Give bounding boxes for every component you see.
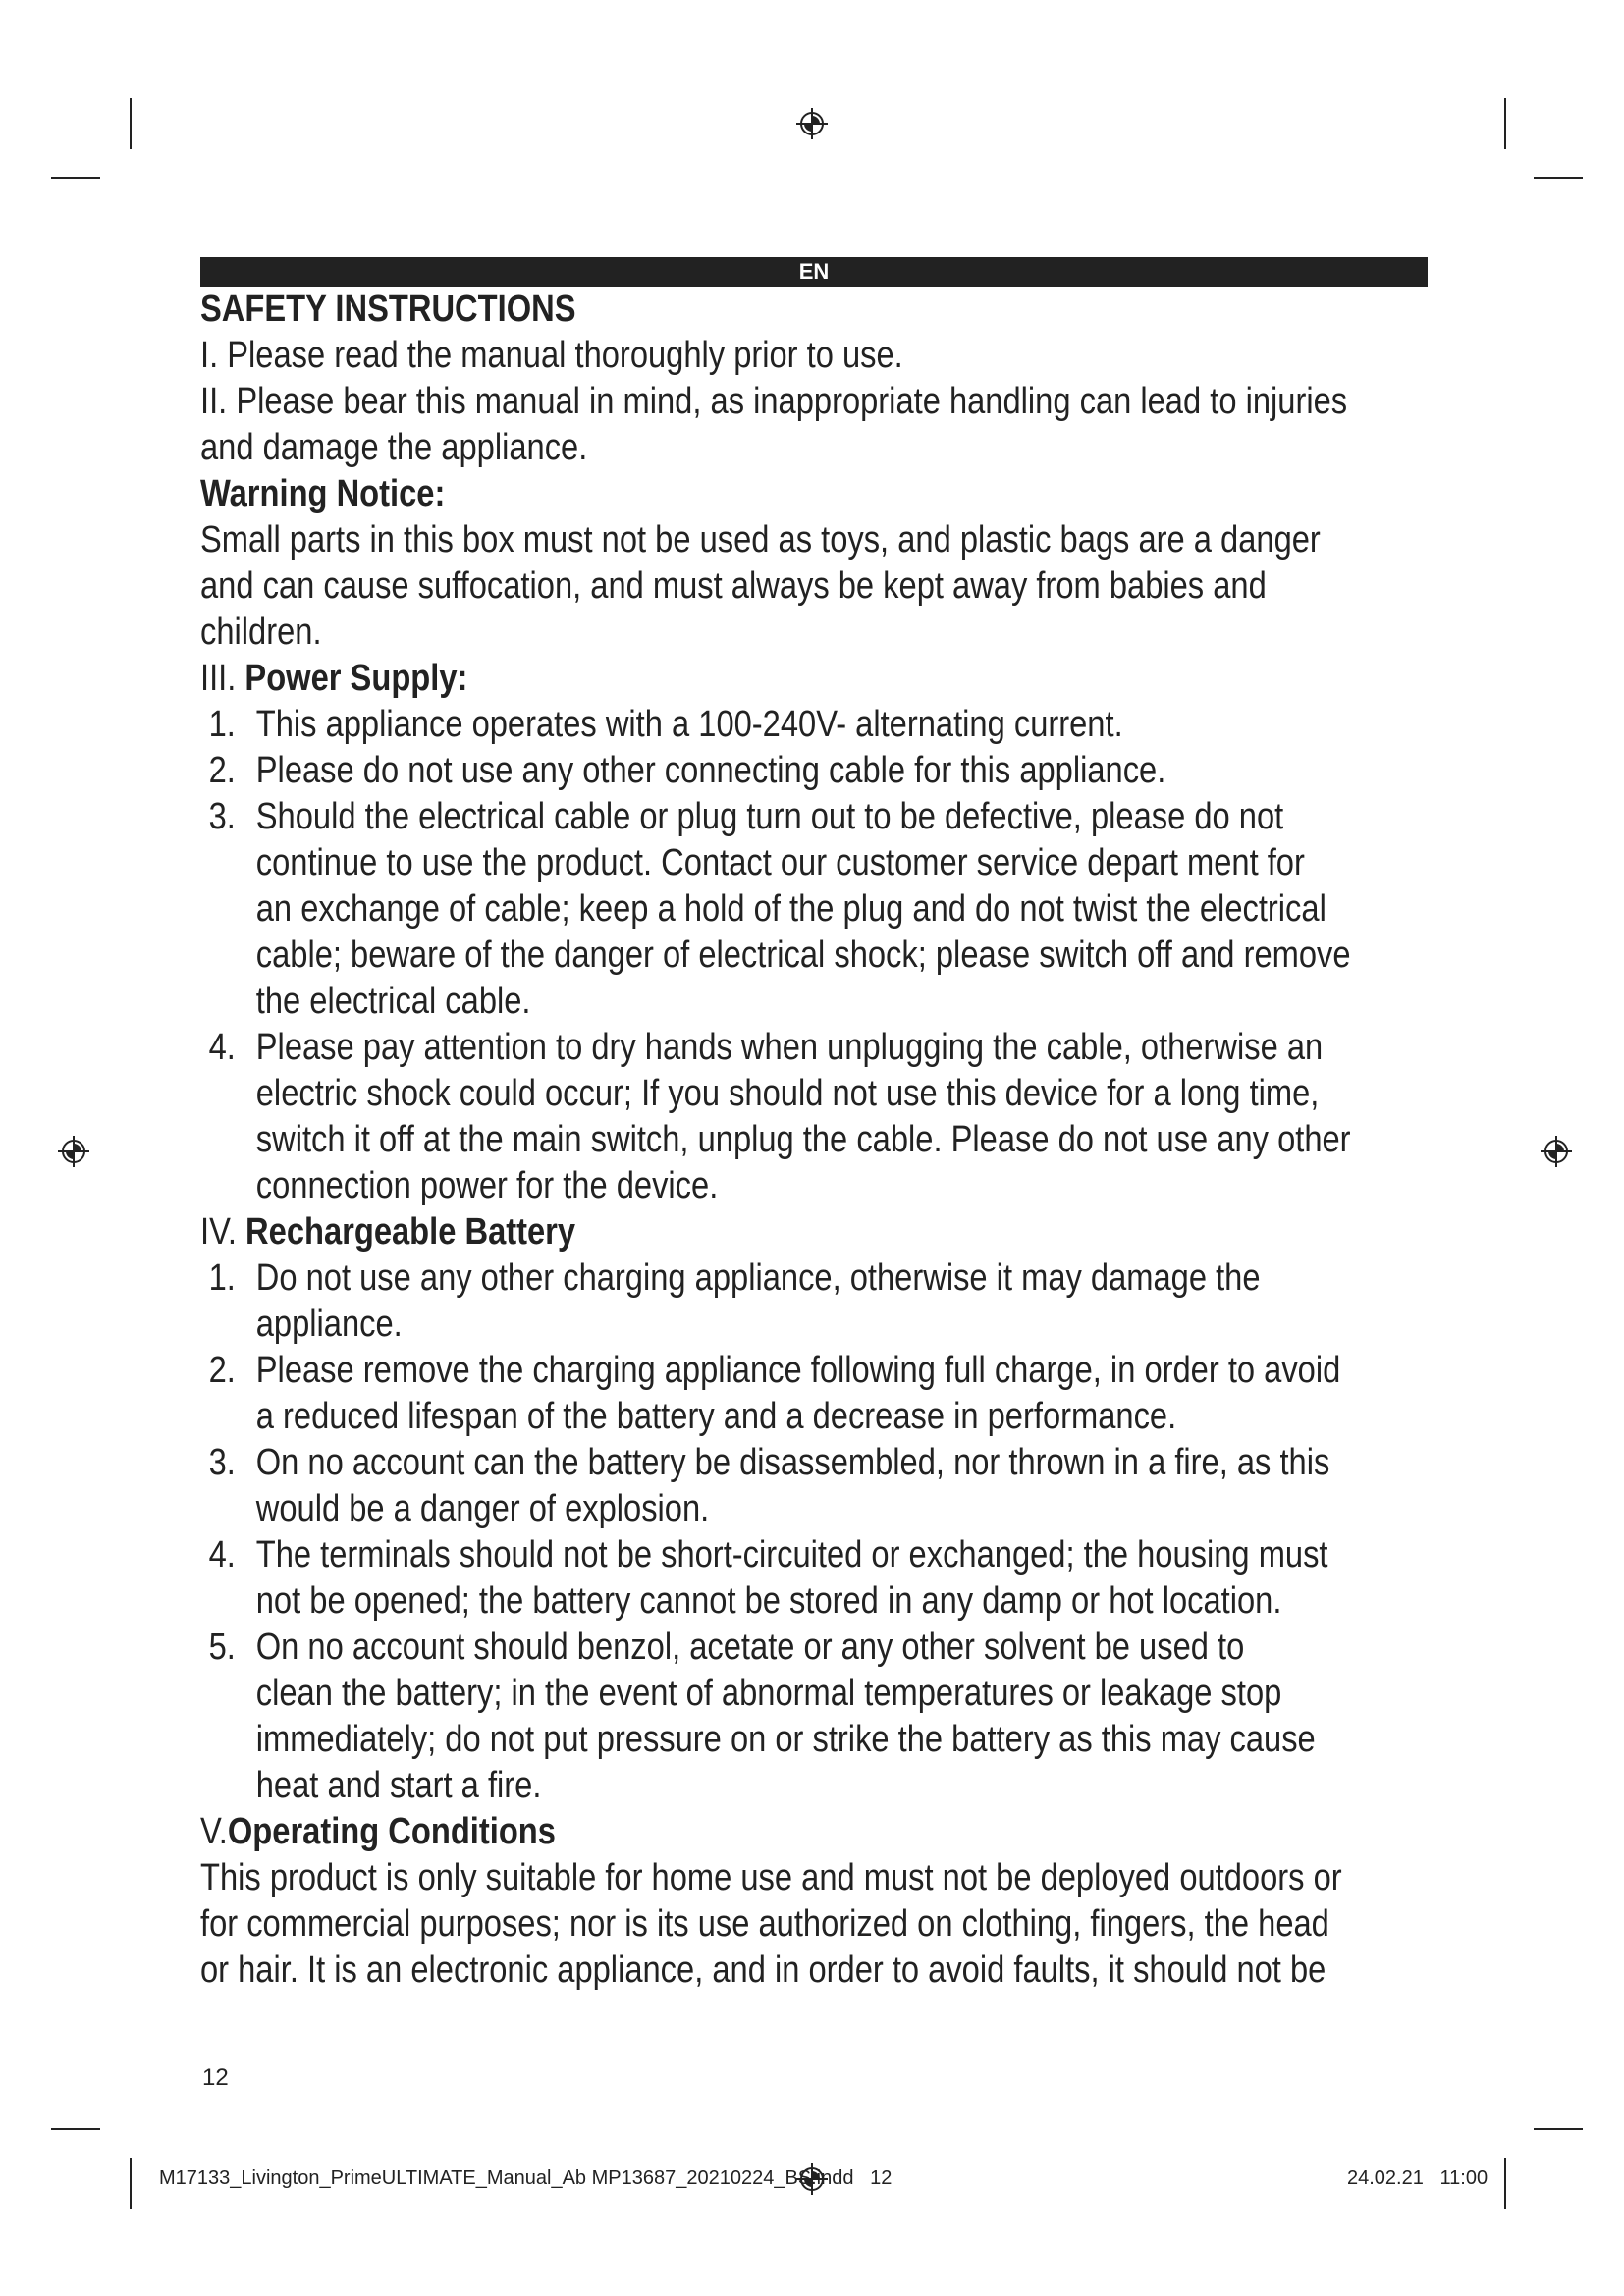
section-title: Rechargeable Battery (245, 1211, 576, 1253)
list-item-continuation: clean the battery; in the event of abnormal temperatures or leakage stop (255, 1673, 1282, 1714)
list-item: 3. Should the electrical cable or plug turn out to be defective, please do not (200, 794, 1256, 840)
section-roman: III. (200, 658, 237, 699)
registration-mark-icon (794, 106, 830, 141)
list-item: 4. Please pay attention to dry hands when unplugging the cable, otherwise an (200, 1025, 1256, 1071)
list-item: 5. On no account should benzol, acetate or any other solvent be used to (200, 1625, 1256, 1671)
list-item-continuation: a reduced lifespan of the battery and a decrease in performance. (255, 1396, 1177, 1437)
list-item-continuation: appliance. (255, 1304, 403, 1345)
list-item-continuation: continue to use the product. Contact our customer service depart ment for (255, 842, 1305, 883)
list-item: 2. Please do not use any other connecting cable for this appliance. (200, 748, 1256, 794)
section-roman: IV. (200, 1211, 237, 1253)
list-number: 5. (208, 1627, 236, 1668)
page-title: SAFETY INSTRUCTIONS (200, 289, 576, 330)
operating-line: This product is only suitable for home use and must not be deployed outdoors or (200, 1857, 1342, 1898)
warning-line: Small parts in this box must not be used as toys, and plastic bags are a danger (200, 519, 1321, 561)
list-item-continuation: switch it off at the main switch, unplug the cable. Please do not use any other (255, 1119, 1351, 1160)
registration-mark-icon (1539, 1134, 1574, 1169)
list-item: 1. Do not use any other charging appliance, otherwise it may damage the (200, 1255, 1256, 1302)
warning-heading: Warning Notice: (200, 473, 446, 514)
list-item-continuation: not be opened; the battery cannot be stored in any damp or hot location. (255, 1580, 1282, 1622)
section-roman: V. (200, 1811, 228, 1852)
language-label: EN (798, 259, 830, 284)
list-number: 2. (208, 750, 236, 791)
section-title: Power Supply: (244, 658, 468, 699)
crop-mark (1504, 98, 1506, 149)
language-header-bar (200, 257, 1428, 287)
intro-line: II. Please bear this manual in mind, as inappropriate handling can lead to injuries (200, 381, 1348, 422)
list-item: 3. On no account can the battery be disassembled, nor thrown in a fire, as this (200, 1440, 1256, 1486)
list-item-continuation: immediately; do not put pressure on or strike the battery as this may cause (255, 1719, 1316, 1760)
list-item-continuation: would be a danger of explosion. (255, 1488, 710, 1529)
operating-line: for commercial purposes; nor is its use authorized on clothing, fingers, the head (200, 1903, 1329, 1945)
operating-line: or hair. It is an electronic appliance, and in order to avoid faults, it should not be (200, 1949, 1326, 1991)
list-number: 3. (208, 796, 236, 837)
crop-mark (130, 2158, 132, 2209)
page-number: 12 (202, 2064, 229, 2091)
list-item: 4. The terminals should not be short-circuited or exchanged; the housing must (200, 1532, 1256, 1578)
section-heading-battery (200, 1209, 1256, 1255)
section-heading-operating (200, 1809, 1256, 1855)
list-number: 1. (208, 704, 236, 745)
list-item-continuation: connection power for the device. (255, 1165, 719, 1206)
list-number: 4. (208, 1534, 236, 1575)
list-number: 2. (208, 1350, 236, 1391)
print-slug-filename: M17133_Livington_PrimeULTIMATE_Manual_Ab MP13687_20210224_BS.indd 12 (159, 2167, 893, 2189)
crop-mark (1534, 177, 1583, 179)
registration-mark-icon (56, 1134, 91, 1169)
intro-line: and damage the appliance. (200, 427, 588, 468)
crop-mark (51, 177, 100, 179)
list-item: 1. This appliance operates with a 100-240V- alternating current. (200, 702, 1256, 748)
list-item-continuation: cable; beware of the danger of electrical shock; please switch off and remove (255, 934, 1351, 976)
list-number: 1. (208, 1257, 236, 1299)
section-title: Operating Conditions (227, 1811, 556, 1852)
intro-line: I. Please read the manual thoroughly prior to use. (200, 335, 903, 376)
warning-line: children. (200, 612, 322, 653)
list-number: 3. (208, 1442, 236, 1483)
list-item: 2. Please remove the charging appliance following full charge, in order to avoid (200, 1348, 1256, 1394)
crop-mark (130, 98, 132, 149)
list-item-continuation: electric shock could occur; If you should not use this device for a long time, (255, 1073, 1320, 1114)
list-item-continuation: heat and start a fire. (255, 1765, 542, 1806)
print-slug-date: 24.02.21 11:00 (1347, 2167, 1489, 2189)
section-heading-power (200, 656, 1256, 702)
crop-mark (1504, 2158, 1506, 2209)
safety-instructions-content (200, 287, 1351, 1994)
list-item-continuation: the electrical cable. (255, 981, 531, 1022)
crop-mark (51, 2128, 100, 2130)
list-item-continuation: an exchange of cable; keep a hold of the plug and do not twist the electrical (255, 888, 1326, 930)
warning-line: and can cause suffocation, and must always be kept away from babies and (200, 565, 1267, 607)
crop-mark (1534, 2128, 1583, 2130)
list-number: 4. (208, 1027, 236, 1068)
